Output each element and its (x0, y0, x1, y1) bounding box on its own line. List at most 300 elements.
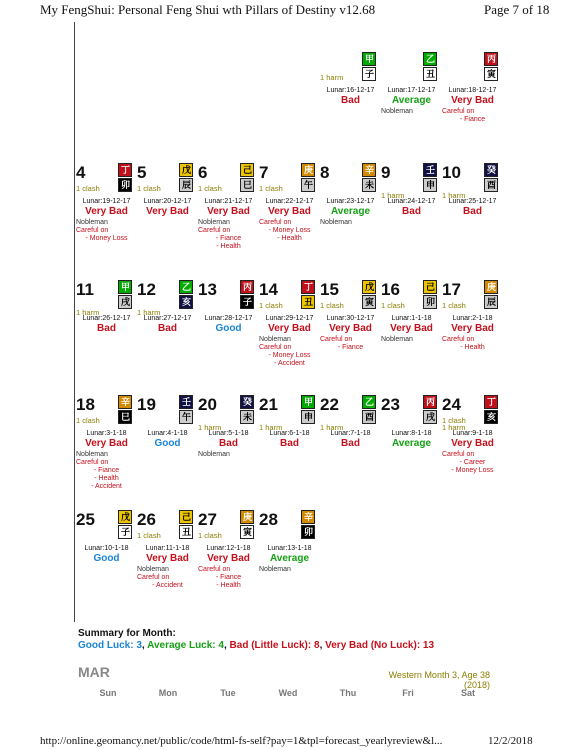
lunar-date: Lunar:20-12-17 (143, 198, 192, 205)
heavenly-stem-icon (362, 395, 376, 409)
stem-glyph: 乙 (426, 54, 436, 64)
day-number: 14 (259, 280, 278, 299)
note-line: - Fiance (215, 235, 242, 242)
earthly-branch-icon (118, 178, 132, 192)
luck-rating: Good (154, 438, 181, 449)
clash-label: 1 clash (76, 184, 100, 193)
stem-glyph: 戊 (121, 512, 131, 522)
note-line: Careful on (442, 336, 475, 343)
day-notes (76, 451, 137, 491)
calendar-day-cell (259, 280, 320, 390)
heavenly-stem-icon (179, 510, 193, 524)
heavenly-stem-icon (301, 395, 315, 409)
day-notes (442, 336, 503, 352)
luck-rating: Average (269, 553, 310, 564)
note-line: Nobleman (381, 336, 413, 343)
heavenly-stem-icon (423, 395, 437, 409)
note-line: - Health (216, 243, 241, 250)
heavenly-stem-icon (240, 280, 254, 294)
stem-glyph: 己 (426, 282, 436, 292)
earthly-branch-icon (423, 410, 437, 424)
calendar-day-cell (76, 510, 137, 620)
earthly-branch-icon (179, 178, 193, 192)
luck-rating: Very Bad (146, 206, 189, 217)
luck-rating: Very Bad (451, 95, 494, 106)
luck-rating: Very Bad (451, 438, 494, 449)
luck-rating: Very Bad (451, 323, 494, 334)
day-notes (320, 219, 381, 227)
weekday-sun: Sun (99, 688, 117, 698)
lunar-date: Lunar:19-12-17 (82, 198, 131, 205)
day-number: 19 (137, 395, 156, 414)
calendar-day-cell (198, 395, 259, 505)
page-header-title: My FengShui: Personal Feng Shui wth Pillars of Destiny v12.68 (40, 2, 376, 17)
clash-label: 1 clash (198, 184, 222, 193)
calendar-day-cell (320, 395, 381, 505)
day-number: 15 (320, 280, 339, 299)
branch-glyph: 巳 (121, 412, 131, 422)
earthly-branch-icon (301, 178, 315, 192)
note-line: Careful on (259, 219, 292, 226)
calendar-day-cell (442, 395, 503, 505)
day-number: 17 (442, 280, 461, 299)
calendar-day-cell (259, 395, 320, 505)
stem-glyph: 乙 (182, 282, 192, 292)
luck-rating: Good (93, 553, 120, 564)
lunar-date: Lunar:13-1-18 (267, 545, 312, 552)
branch-glyph: 午 (182, 412, 192, 422)
stem-glyph: 丁 (487, 397, 497, 407)
heavenly-stem-icon (362, 52, 376, 66)
heavenly-stem-icon (118, 280, 132, 294)
heavenly-stem-icon (484, 52, 498, 66)
day-number: 16 (381, 280, 400, 299)
day-notes (76, 219, 137, 243)
calendar-day-cell (259, 163, 320, 273)
calendar-day-cell (381, 163, 442, 273)
day-number: 5 (137, 163, 147, 182)
calendar-day-cell (381, 280, 442, 390)
calendar-day-cell (381, 52, 442, 162)
day-number: 25 (76, 510, 95, 529)
earthly-branch-icon (301, 410, 315, 424)
calendar-day-cell (198, 510, 259, 620)
weekday-fri: Fri (402, 688, 414, 698)
branch-glyph: 酉 (365, 412, 375, 422)
calendar-day-cell (76, 395, 137, 505)
clash-label: 1 clash (198, 531, 222, 540)
note-line: - Accident (274, 360, 305, 367)
summary-very-bad: Very Bad (No Luck): 13 (325, 640, 435, 651)
footer-date: 12/2/2018 (488, 735, 533, 747)
summary-sep: , (223, 640, 230, 651)
luck-rating: Bad (402, 206, 421, 217)
clash-label: 1 harm (320, 73, 344, 82)
branch-glyph: 子 (243, 297, 253, 307)
luck-rating: Very Bad (390, 323, 433, 334)
day-number: 10 (442, 163, 461, 182)
luck-rating: Bad (97, 323, 116, 334)
note-line: - Fiance (337, 344, 364, 351)
lunar-date: Lunar:16-12-17 (326, 87, 375, 94)
calendar-day-cell (76, 280, 137, 390)
lunar-date: Lunar:10-1-18 (84, 545, 129, 552)
stem-glyph: 庚 (243, 512, 253, 522)
heavenly-stem-icon (484, 163, 498, 177)
clash-label: 1 clash (259, 184, 283, 193)
lunar-date: Lunar:18-12-17 (448, 87, 497, 94)
day-number: 26 (137, 510, 156, 529)
earthly-branch-icon (118, 295, 132, 309)
weekday-thu: Thu (339, 688, 357, 698)
day-number: 27 (198, 510, 217, 529)
stem-glyph: 乙 (365, 397, 375, 407)
note-line: Careful on (442, 451, 475, 458)
stem-glyph: 戊 (182, 165, 192, 175)
summary-bad: Bad (Little Luck): 8 (229, 640, 320, 651)
summary-sep: , (141, 640, 148, 651)
luck-rating: Bad (158, 323, 177, 334)
heavenly-stem-icon (240, 395, 254, 409)
earthly-branch-icon (362, 178, 376, 192)
note-line: Nobleman (320, 219, 352, 226)
branch-glyph: 亥 (182, 297, 192, 307)
branch-glyph: 丑 (182, 527, 192, 537)
note-line: - Health (277, 235, 302, 242)
heavenly-stem-icon (240, 510, 254, 524)
stem-glyph: 己 (182, 512, 192, 522)
earthly-branch-icon (179, 295, 193, 309)
day-number: 20 (198, 395, 217, 414)
calendar-left-rule (74, 22, 75, 622)
day-notes (381, 336, 442, 344)
note-line: Nobleman (198, 219, 230, 226)
heavenly-stem-icon (179, 280, 193, 294)
stem-glyph: 丁 (121, 165, 131, 175)
luck-rating: Very Bad (207, 553, 250, 564)
calendar-day-cell (137, 163, 198, 273)
heavenly-stem-icon (118, 510, 132, 524)
heavenly-stem-icon (301, 280, 315, 294)
calendar-day-cell (320, 163, 381, 273)
day-number: 11 (76, 280, 94, 299)
note-line: Careful on (442, 108, 475, 115)
stem-glyph: 辛 (304, 512, 314, 522)
clash-label: 1 clash (442, 416, 466, 425)
footer-url[interactable]: http://online.geomancy.net/public/code/html-fs-self?pay=1&tpl=forecast_yearlyreview&l... (40, 735, 443, 747)
day-notes (259, 566, 320, 574)
stem-glyph: 己 (243, 165, 253, 175)
luck-rating: Average (391, 438, 432, 449)
earthly-branch-icon (484, 67, 498, 81)
harm-label: 1 harm (76, 308, 100, 317)
earthly-branch-icon (484, 295, 498, 309)
note-line: Nobleman (198, 451, 230, 458)
luck-rating: Very Bad (85, 438, 128, 449)
branch-glyph: 寅 (365, 297, 375, 307)
weekday-sat: Sat (460, 688, 475, 698)
note-line: Nobleman (137, 566, 169, 573)
heavenly-stem-icon (118, 163, 132, 177)
note-line: - Money Loss (85, 235, 128, 242)
clash-label: 1 clash (137, 184, 161, 193)
calendar-day-cell (320, 280, 381, 390)
branch-glyph: 卯 (304, 527, 314, 537)
stem-glyph: 戊 (365, 282, 375, 292)
calendar-day-cell (137, 395, 198, 505)
luck-rating: Very Bad (268, 323, 311, 334)
earthly-branch-icon (362, 67, 376, 81)
harm-label: 1 harm (320, 423, 344, 432)
earthly-branch-icon (362, 410, 376, 424)
weekday-header (78, 688, 498, 698)
stem-glyph: 丙 (426, 397, 436, 407)
note-line: - Health (216, 582, 241, 589)
earthly-branch-icon (240, 178, 254, 192)
calendar-day-cell (137, 510, 198, 620)
note-line: - Fiance (93, 467, 120, 474)
summary-good: Good Luck: 3 (78, 640, 142, 651)
note-line: Careful on (198, 227, 231, 234)
note-line: - Health (94, 475, 119, 482)
lunar-date: Lunar:23-12-17 (326, 198, 375, 205)
note-line: - Fiance (459, 116, 486, 123)
calendar-day-cell (442, 163, 503, 273)
calendar-day-cell (259, 510, 320, 620)
weekday-wed: Wed (278, 688, 298, 698)
branch-glyph: 寅 (243, 527, 253, 537)
luck-rating: Very Bad (85, 206, 128, 217)
stem-glyph: 丙 (487, 54, 497, 64)
summary-sep: , (319, 640, 326, 651)
day-number: 9 (381, 163, 391, 182)
harm-label: 1 harm (198, 423, 222, 432)
branch-glyph: 子 (365, 69, 375, 79)
lunar-date: Lunar:22-12-17 (265, 198, 314, 205)
branch-glyph: 午 (304, 180, 314, 190)
note-line: Careful on (259, 344, 292, 351)
stem-glyph: 丁 (304, 282, 314, 292)
branch-glyph: 辰 (182, 180, 192, 190)
day-number: 28 (259, 510, 278, 529)
lunar-date: Lunar:9-1-18 (452, 430, 493, 437)
branch-glyph: 申 (304, 412, 314, 422)
summary-average: Average Luck: 4 (147, 640, 224, 651)
earthly-branch-icon (240, 410, 254, 424)
earthly-branch-icon (118, 525, 132, 539)
stem-glyph: 庚 (487, 282, 497, 292)
note-line: - Accident (152, 582, 183, 589)
earthly-branch-icon (484, 178, 498, 192)
stem-glyph: 庚 (304, 165, 314, 175)
day-notes (442, 451, 503, 475)
stem-glyph: 壬 (182, 397, 192, 407)
clash-label: 1 clash (442, 301, 466, 310)
lunar-date: Lunar:12-1-18 (206, 545, 251, 552)
heavenly-stem-icon (240, 163, 254, 177)
heavenly-stem-icon (362, 163, 376, 177)
lunar-date: Lunar:29-12-17 (265, 315, 314, 322)
page-number: Page 7 of 18 (484, 2, 550, 17)
lunar-date: Lunar:3-1-18 (86, 430, 127, 437)
calendar-day-cell (137, 280, 198, 390)
lunar-date: Lunar:28-12-17 (204, 315, 253, 322)
earthly-branch-icon (240, 525, 254, 539)
note-line: Nobleman (76, 219, 108, 226)
stem-glyph: 辛 (121, 397, 131, 407)
day-number: 22 (320, 395, 339, 414)
heavenly-stem-icon (484, 395, 498, 409)
lunar-date: Lunar:27-12-17 (143, 315, 192, 322)
branch-glyph: 丑 (304, 297, 314, 307)
earthly-branch-icon (240, 295, 254, 309)
note-line: Careful on (320, 336, 353, 343)
lunar-date: Lunar:25-12-17 (448, 198, 497, 205)
day-number: 21 (259, 395, 278, 414)
day-notes (198, 451, 259, 459)
weekday-mon: Mon (158, 688, 178, 698)
note-line: Careful on (198, 566, 231, 573)
day-number: 12 (137, 280, 156, 299)
branch-glyph: 卯 (426, 297, 436, 307)
branch-glyph: 卯 (121, 180, 131, 190)
day-number: 6 (198, 163, 208, 182)
luck-rating: Bad (341, 95, 360, 106)
stem-glyph: 辛 (365, 165, 375, 175)
heavenly-stem-icon (301, 510, 315, 524)
stem-glyph: 癸 (487, 165, 497, 175)
day-notes (198, 219, 259, 251)
calendar-day-cell (320, 52, 381, 162)
day-notes (259, 219, 320, 243)
next-month-name: MAR (78, 664, 110, 680)
note-line: - Accident (91, 483, 122, 490)
day-number: 4 (76, 163, 86, 182)
luck-rating: Bad (280, 438, 299, 449)
clash-label: 1 clash (76, 416, 100, 425)
day-notes (137, 566, 198, 590)
earthly-branch-icon (118, 410, 132, 424)
luck-rating: Very Bad (207, 206, 250, 217)
day-number: 8 (320, 163, 330, 182)
lunar-date: Lunar:8-1-18 (391, 430, 432, 437)
note-line: - Money Loss (268, 352, 311, 359)
branch-glyph: 申 (426, 180, 436, 190)
earthly-branch-icon (179, 410, 193, 424)
heavenly-stem-icon (484, 280, 498, 294)
stem-glyph: 丙 (243, 282, 253, 292)
day-number: 24 (442, 395, 461, 414)
calendar-day-cell (76, 163, 137, 273)
clash-label: 1 clash (320, 301, 344, 310)
earthly-branch-icon (179, 525, 193, 539)
heavenly-stem-icon (301, 163, 315, 177)
harm-label: 1 harm (259, 423, 283, 432)
branch-glyph: 寅 (487, 69, 497, 79)
day-number: 7 (259, 163, 269, 182)
note-line: Careful on (76, 227, 109, 234)
day-number: 13 (198, 280, 217, 299)
stem-glyph: 壬 (426, 165, 436, 175)
harm-label: 1 harm (442, 191, 466, 200)
heavenly-stem-icon (362, 280, 376, 294)
luck-rating: Average (330, 206, 371, 217)
branch-glyph: 戌 (121, 297, 131, 307)
lunar-date: Lunar:1-1-18 (391, 315, 432, 322)
note-line: Nobleman (259, 566, 291, 573)
harm-label: 1 harm (442, 423, 466, 432)
lunar-date: Lunar:11-1-18 (145, 545, 190, 552)
day-notes (442, 108, 503, 124)
day-notes (320, 336, 381, 352)
stem-glyph: 甲 (304, 397, 314, 407)
luck-rating: Average (391, 95, 432, 106)
harm-label: 1 harm (381, 191, 405, 200)
heavenly-stem-icon (423, 163, 437, 177)
day-notes (198, 566, 259, 590)
branch-glyph: 亥 (487, 412, 497, 422)
heavenly-stem-icon (423, 52, 437, 66)
luck-rating: Very Bad (329, 323, 372, 334)
day-number: 23 (381, 395, 400, 414)
branch-glyph: 丑 (426, 69, 436, 79)
branch-glyph: 戌 (426, 412, 436, 422)
stem-glyph: 癸 (243, 397, 253, 407)
luck-rating: Bad (463, 206, 482, 217)
earthly-branch-icon (484, 410, 498, 424)
lunar-date: Lunar:24-12-17 (387, 198, 436, 205)
clash-label: 1 clash (259, 301, 283, 310)
note-line: Careful on (76, 459, 109, 466)
note-line: - Career (459, 459, 486, 466)
branch-glyph: 未 (243, 412, 253, 422)
western-month-label: Western Month 3, Age 38 (2018) (388, 670, 490, 690)
stem-glyph: 甲 (121, 282, 131, 292)
earthly-branch-icon (423, 295, 437, 309)
lunar-date: Lunar:21-12-17 (204, 198, 253, 205)
day-number: 18 (76, 395, 95, 414)
note-line: - Fiance (215, 574, 242, 581)
branch-glyph: 巳 (243, 180, 253, 190)
note-line: Nobleman (381, 108, 413, 115)
clash-label: 1 clash (137, 531, 161, 540)
lunar-date: Lunar:26-12-17 (82, 315, 131, 322)
note-line: Careful on (137, 574, 170, 581)
heavenly-stem-icon (179, 163, 193, 177)
note-line: - Money Loss (268, 227, 311, 234)
luck-rating: Bad (219, 438, 238, 449)
note-line: Nobleman (76, 451, 108, 458)
earthly-branch-icon (301, 295, 315, 309)
branch-glyph: 酉 (487, 180, 497, 190)
branch-glyph: 子 (121, 527, 131, 537)
day-notes (381, 108, 442, 116)
calendar-day-cell (442, 280, 503, 390)
luck-rating: Very Bad (268, 206, 311, 217)
day-notes (259, 336, 320, 368)
lunar-date: Lunar:4-1-18 (147, 430, 188, 437)
heavenly-stem-icon (179, 395, 193, 409)
heavenly-stem-icon (118, 395, 132, 409)
heavenly-stem-icon (423, 280, 437, 294)
earthly-branch-icon (301, 525, 315, 539)
earthly-branch-icon (362, 295, 376, 309)
calendar-day-cell (442, 52, 503, 162)
lunar-date: Lunar:6-1-18 (269, 430, 310, 437)
clash-label: 1 clash (381, 301, 405, 310)
earthly-branch-icon (423, 67, 437, 81)
summary-title: Summary for Month: (78, 628, 176, 639)
